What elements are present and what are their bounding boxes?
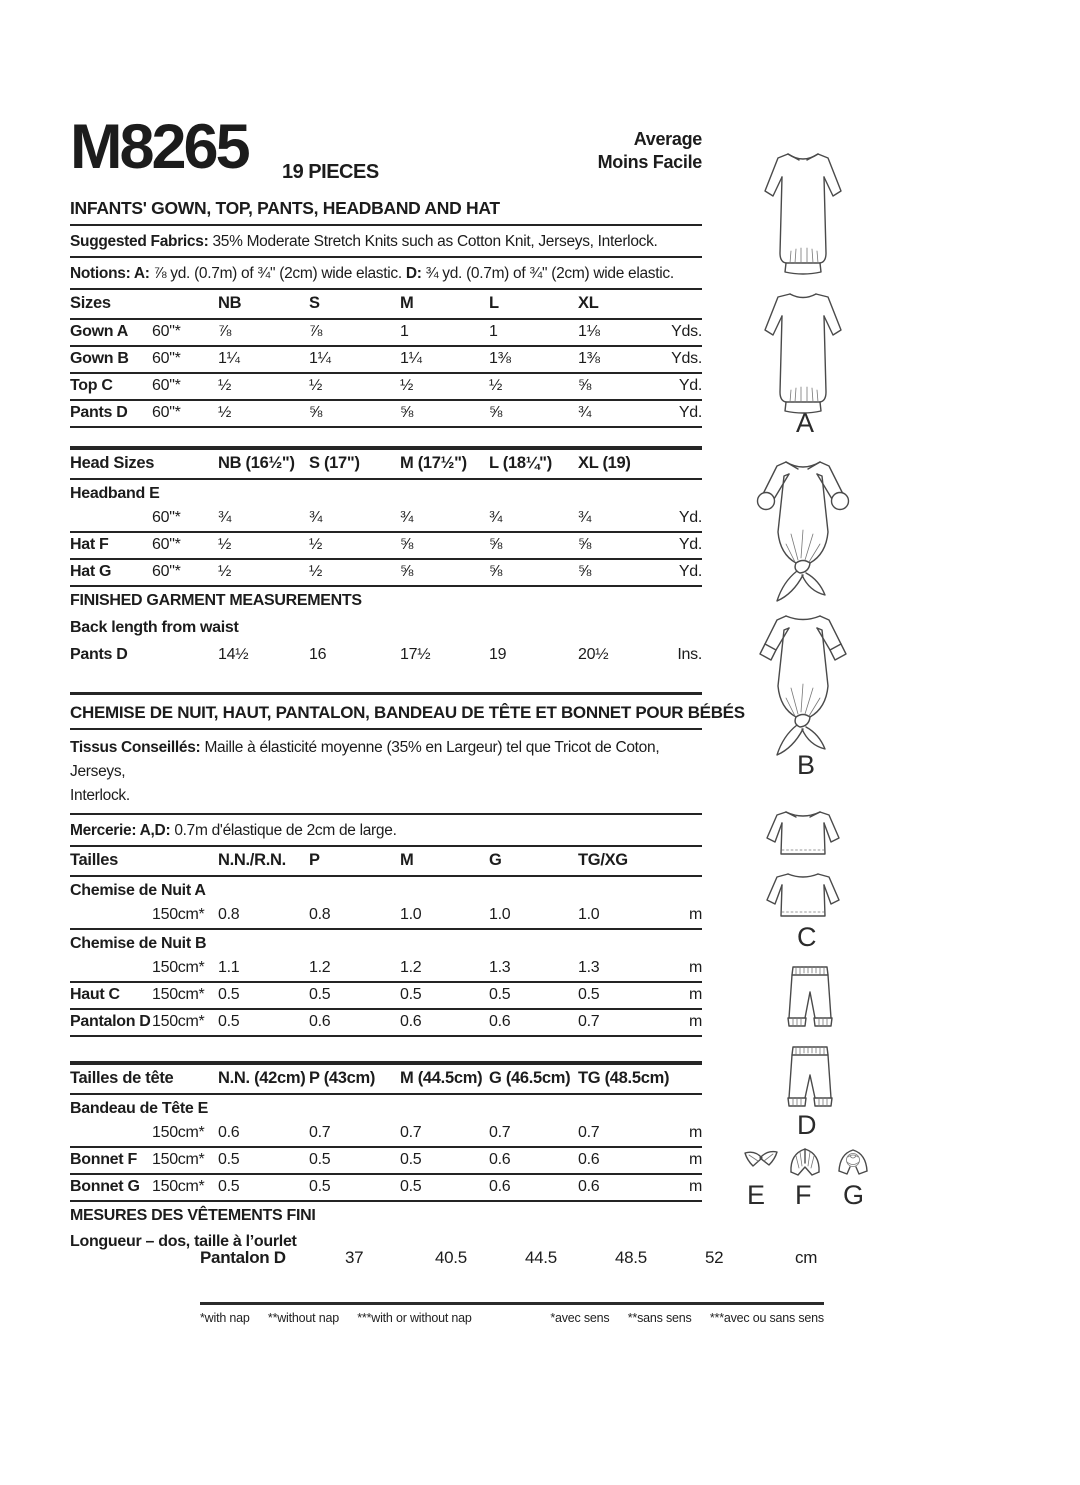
unit-label: Yd. <box>678 562 702 580</box>
unit-label: Yd. <box>678 404 702 421</box>
back-length-label: Back length from waist <box>70 618 239 636</box>
tete-col-tg: TG (48.5cm) <box>578 1068 670 1087</box>
garment-label-c: C <box>797 922 817 952</box>
yardage-value: ½ <box>218 535 232 553</box>
metrage-value: 1.2 <box>400 959 422 976</box>
sizes-header-row <box>70 290 702 320</box>
fabric-width: 150cm* <box>152 1177 205 1195</box>
table-row-top-c <box>70 374 702 401</box>
garment-label-b: B <box>797 750 816 780</box>
tete-col-nn: N.N. (42cm) <box>218 1068 306 1087</box>
unit-label: Yd. <box>678 508 702 526</box>
measurement-value: 44.5 <box>525 1248 557 1267</box>
measurement-value: 19 <box>489 645 507 663</box>
metrage-value: 0.5 <box>218 1013 240 1030</box>
garment-label-a: A <box>796 408 815 438</box>
yardage-value: 1¼ <box>400 350 422 367</box>
footnotes <box>200 1311 824 1325</box>
mesures-title-row: MESURES DES VÊTEMENTS FINI <box>70 1206 316 1224</box>
row-label: Pants D <box>70 404 128 421</box>
metrage-value: 0.5 <box>489 986 511 1003</box>
unit-label: m <box>688 959 702 976</box>
yardage-value: ⅝ <box>489 535 503 553</box>
yardage-value: ¾ <box>489 508 503 526</box>
metrage-value: 0.5 <box>400 1150 422 1168</box>
head-col-m: M (17½") <box>400 453 467 472</box>
mercerie-label: Mercerie: A,D: <box>70 822 171 839</box>
footnote-without-nap: **without nap <box>267 1311 339 1325</box>
row-label: Hat G <box>70 562 112 580</box>
finished-measurements-title: FINISHED GARMENT MEASUREMENTS <box>70 591 362 609</box>
metrage-value: 0.5 <box>218 1150 240 1168</box>
yardage-value: ⅝ <box>489 404 503 421</box>
table-row-nuit-a <box>70 903 702 930</box>
footnotes-french <box>550 1311 824 1325</box>
unit-label: Yds. <box>671 323 702 340</box>
unit-label: Yd. <box>678 377 702 394</box>
tete-header-row <box>70 1065 702 1095</box>
yardage-value: ½ <box>218 404 232 421</box>
fabric-width: 60"* <box>152 535 181 553</box>
metrage-value: 1.1 <box>218 959 240 976</box>
head-col-s: S (17") <box>309 453 360 472</box>
yardage-value: ½ <box>309 562 323 580</box>
metrage-value: 1.0 <box>578 906 600 923</box>
metrage-value: 0.6 <box>578 1150 600 1168</box>
difficulty-rating <box>598 128 702 174</box>
metrage-value: 0.7 <box>309 1123 331 1141</box>
fabric-width: 150cm* <box>152 1123 205 1141</box>
tailles-header-row <box>70 847 702 877</box>
size-col-nb: NB <box>218 294 242 312</box>
gown-b-back-illustration <box>753 608 853 764</box>
yardage-value: 1⅛ <box>578 323 600 340</box>
table-row-gown-a <box>70 320 702 347</box>
yardage-value: ⅞ <box>218 323 232 340</box>
size-col-m: M <box>400 294 414 312</box>
fabric-width: 60"* <box>152 350 181 367</box>
nuit-b-label-row <box>70 930 702 956</box>
size-col-l: L <box>489 294 499 312</box>
table-row-pantalon-d <box>70 1010 702 1037</box>
row-label: Bonnet G <box>70 1177 140 1195</box>
unit-label: Yd. <box>678 535 702 553</box>
yardage-value: ⅝ <box>489 562 503 580</box>
row-label: Pants D <box>70 645 128 663</box>
yardage-value: ⅝ <box>309 404 323 421</box>
tete-col-g: G (46.5cm) <box>489 1068 571 1087</box>
table-row-bonnet-g <box>70 1175 702 1202</box>
row-label: Chemise de Nuit A <box>70 882 206 899</box>
footnote-with-nap: *with nap <box>200 1311 250 1325</box>
unit-label: m <box>688 986 702 1003</box>
bandeau-label-row <box>70 1095 702 1121</box>
head-col-xl: XL (19) <box>578 453 631 472</box>
yardage-value: 1 <box>400 323 409 340</box>
measurement-value: 16 <box>309 645 327 663</box>
notions-a-text: ⅞ yd. (0.7m) of ¾" (2cm) wide elastic. <box>149 265 406 282</box>
top-c-back-illustration <box>764 868 844 924</box>
yardage-value: ⅞ <box>309 323 323 340</box>
tete-col-p: P (43cm) <box>309 1068 376 1087</box>
metrage-value: 0.8 <box>218 906 240 923</box>
tete-col-m: M (44.5cm) <box>400 1068 483 1087</box>
fabric-width: 60"* <box>152 562 181 580</box>
row-label: Haut C <box>70 986 120 1003</box>
metrage-value: 0.7 <box>489 1123 511 1141</box>
yardage-value: ⅝ <box>578 562 592 580</box>
fabric-width: 150cm* <box>152 1013 205 1030</box>
french-title: CHEMISE DE NUIT, HAUT, PANTALON, BANDEAU DE TÊTE ET BONNET POUR BÉBÉS <box>70 702 702 730</box>
metrage-value: 0.5 <box>309 986 331 1003</box>
headband-e-illustration <box>743 1149 779 1171</box>
fabric-width: 150cm* <box>152 986 205 1003</box>
difficulty-en: Average <box>633 129 702 149</box>
footnote-sans-sens: **sans sens <box>627 1311 692 1325</box>
taille-col-g: G <box>489 851 502 869</box>
yardage-value: 1¼ <box>218 350 240 367</box>
metrage-value: 0.6 <box>218 1123 240 1141</box>
metrage-value: 0.5 <box>400 1177 422 1195</box>
row-label: Chemise de Nuit B <box>70 935 207 952</box>
tete-label: Tailles de tête <box>70 1068 174 1087</box>
longueur-label-row: Longueur – dos, taille à l’ourlet <box>70 1232 297 1250</box>
unit-label: Ins. <box>677 645 702 663</box>
gown-b-front-illustration <box>753 454 853 610</box>
footnote-divider <box>200 1302 824 1305</box>
footnotes-english <box>200 1311 472 1325</box>
metrage-value: 0.5 <box>309 1177 331 1195</box>
table-row-haut-c <box>70 983 702 1010</box>
taille-col-nn: N.N./R.N. <box>218 851 286 869</box>
yardage-value: ⅝ <box>400 562 414 580</box>
metrage-value: 1.0 <box>489 906 511 923</box>
metrage-value: 0.6 <box>489 1177 511 1195</box>
footnote-with-or-without-nap: ***with or without nap <box>357 1311 472 1325</box>
pattern-number: M8265 <box>70 112 248 182</box>
yardage-value: ⅝ <box>400 404 414 421</box>
fabric-width: 150cm* <box>152 906 205 923</box>
hat-g-illustration <box>836 1147 870 1175</box>
sizes-header-label: Sizes <box>70 294 111 312</box>
table-row-hat-f <box>70 533 702 560</box>
garment-label-e: E <box>747 1180 766 1210</box>
table-row-headband-e <box>70 506 702 533</box>
pieces-count: 19 PIECES <box>282 161 379 183</box>
gown-a-front-illustration <box>761 145 847 279</box>
row-label: Gown B <box>70 350 129 367</box>
yardage-value: ¾ <box>578 404 592 421</box>
english-title: INFANTS' GOWN, TOP, PANTS, HEADBAND AND HAT <box>70 198 702 226</box>
metrage-value: 0.7 <box>400 1123 422 1141</box>
section-divider <box>70 692 702 696</box>
yardage-value: ⅝ <box>578 535 592 553</box>
metrage-value: 1.2 <box>309 959 331 976</box>
text-column <box>70 112 745 1254</box>
row-label: Gown A <box>70 323 129 340</box>
notions-a-label: A: <box>130 265 150 282</box>
footnote-avec-sens: *avec sens <box>550 1311 610 1325</box>
yardage-value: ¾ <box>578 508 592 526</box>
metrage-value: 0.8 <box>309 906 331 923</box>
tissus-text-line2: Interlock. <box>70 787 130 804</box>
head-col-l: L (18¼") <box>489 453 552 472</box>
taille-col-p: P <box>309 851 320 869</box>
masthead <box>70 112 702 188</box>
garment-label-f: F <box>795 1180 812 1210</box>
metrage-value: 1.0 <box>400 906 422 923</box>
suggested-fabrics-label: Suggested Fabrics: <box>70 233 209 250</box>
metrage-value: 0.7 <box>578 1123 600 1141</box>
metrage-value: 0.6 <box>489 1013 511 1030</box>
yardage-value: ½ <box>218 377 232 394</box>
unit-label: m <box>688 1013 702 1030</box>
head-sizes-header-row <box>70 450 702 480</box>
unit-label: Yds. <box>671 350 702 367</box>
tissus-label: Tissus Conseillés: <box>70 739 201 756</box>
table-row-bonnet-f <box>70 1148 702 1175</box>
nuit-a-label-row <box>70 877 702 903</box>
metrage-value: 0.5 <box>218 986 240 1003</box>
row-label: Bonnet F <box>70 1150 137 1168</box>
suggested-fabrics-text: 35% Moderate Stretch Knits such as Cotton Knit, Jerseys, Interlock. <box>208 233 658 250</box>
metrage-value: 1.3 <box>578 959 600 976</box>
measurement-value: 52 <box>705 1248 724 1267</box>
yardage-value: ⅝ <box>400 535 414 553</box>
garment-label-g: G <box>843 1180 865 1210</box>
yardage-value: 1⅜ <box>578 350 600 367</box>
pantalon-finished-row <box>200 1248 832 1268</box>
fabric-width: 60"* <box>152 508 181 526</box>
pants-d-back-illustration <box>784 1042 836 1118</box>
yardage-value: 1¼ <box>309 350 331 367</box>
metrage-value: 0.5 <box>309 1150 331 1168</box>
metrage-value: 0.6 <box>578 1177 600 1195</box>
measurement-value: 48.5 <box>615 1248 647 1267</box>
pants-d-front-illustration <box>784 962 836 1038</box>
measurement-value: 17½ <box>400 645 431 663</box>
yardage-value: ¾ <box>218 508 232 526</box>
table-row-hat-g <box>70 560 702 587</box>
measurement-value: 14½ <box>218 645 249 663</box>
fabric-width: 60"* <box>152 404 181 421</box>
taille-col-m: M <box>400 851 414 869</box>
head-sizes-label: Head Sizes <box>70 453 155 472</box>
metrage-value: 0.5 <box>578 986 600 1003</box>
top-c-front-illustration <box>764 806 844 862</box>
footnote-avec-ou-sans-sens: ***avec ou sans sens <box>709 1311 824 1325</box>
yardage-value: ½ <box>489 377 503 394</box>
yardage-value: 1 <box>489 323 498 340</box>
metrage-value: 0.5 <box>400 986 422 1003</box>
headband-label-row <box>70 480 702 506</box>
yardage-value: ⅝ <box>578 377 592 394</box>
metrage-value: 0.5 <box>218 1177 240 1195</box>
metrage-value: 0.6 <box>489 1150 511 1168</box>
tissus-text-line1: Maille à élasticité moyenne (35% en Largeur) tel que Tricot de Coton, Jerseys, <box>70 739 660 780</box>
yardage-value: ¾ <box>309 508 323 526</box>
unit-label: m <box>688 1150 702 1168</box>
metrage-value: 0.6 <box>309 1013 331 1030</box>
yardage-value: ½ <box>400 377 414 394</box>
yardage-value: ¾ <box>400 508 414 526</box>
tissus-line <box>70 730 702 815</box>
yardage-value: 1⅜ <box>489 350 511 367</box>
table-row-nuit-b <box>70 956 702 983</box>
hat-f-illustration <box>788 1146 822 1176</box>
metrage-value: 0.7 <box>578 1013 600 1030</box>
measurement-value: 20½ <box>578 645 609 663</box>
unit-label: m <box>688 1177 702 1195</box>
notions-d-label: D: <box>405 265 422 282</box>
unit-label: cm <box>795 1248 818 1267</box>
tailles-label: Tailles <box>70 851 119 869</box>
taille-col-tg: TG/XG <box>578 851 628 869</box>
row-label: Top C <box>70 377 113 394</box>
table-row-gown-b <box>70 347 702 374</box>
table-row-pants-d-finished <box>70 641 702 668</box>
head-col-nb: NB (16½") <box>218 453 295 472</box>
yardage-value: ½ <box>309 535 323 553</box>
suggested-fabrics-line <box>70 226 702 258</box>
fabric-width: 60"* <box>152 377 181 394</box>
mercerie-text: 0.7m d'élastique de 2cm de large. <box>170 822 397 839</box>
row-label: Hat F <box>70 535 109 553</box>
measurement-value: 40.5 <box>435 1248 467 1267</box>
metrage-value: 1.3 <box>489 959 511 976</box>
unit-label: m <box>688 906 702 923</box>
mercerie-line <box>70 815 702 847</box>
gown-a-back-illustration <box>761 284 847 418</box>
measurement-value: 37 <box>345 1248 364 1267</box>
row-label: Headband E <box>70 484 160 502</box>
notions-d-text: ¾ yd. (0.7m) of ¾" (2cm) wide elastic. <box>421 265 674 282</box>
fabric-width: 150cm* <box>152 1150 205 1168</box>
row-label: Pantalon D <box>200 1248 286 1267</box>
table-row-bandeau-e <box>70 1121 702 1148</box>
yardage-value: ½ <box>309 377 323 394</box>
notions-line <box>70 258 702 290</box>
row-label: Bandeau de Tête E <box>70 1099 209 1117</box>
garment-label-d: D <box>797 1110 817 1140</box>
fabric-width: 60"* <box>152 323 181 340</box>
metrage-value: 0.6 <box>400 1013 422 1030</box>
notions-label: Notions: <box>70 265 131 282</box>
row-label: Pantalon D <box>70 1013 151 1030</box>
size-col-xl: XL <box>578 294 599 312</box>
size-col-s: S <box>309 294 320 312</box>
difficulty-fr: Moins Facile <box>597 152 702 172</box>
unit-label: m <box>688 1123 702 1141</box>
yardage-value: ½ <box>218 562 232 580</box>
fabric-width: 150cm* <box>152 959 205 976</box>
table-row-pants-d <box>70 401 702 428</box>
